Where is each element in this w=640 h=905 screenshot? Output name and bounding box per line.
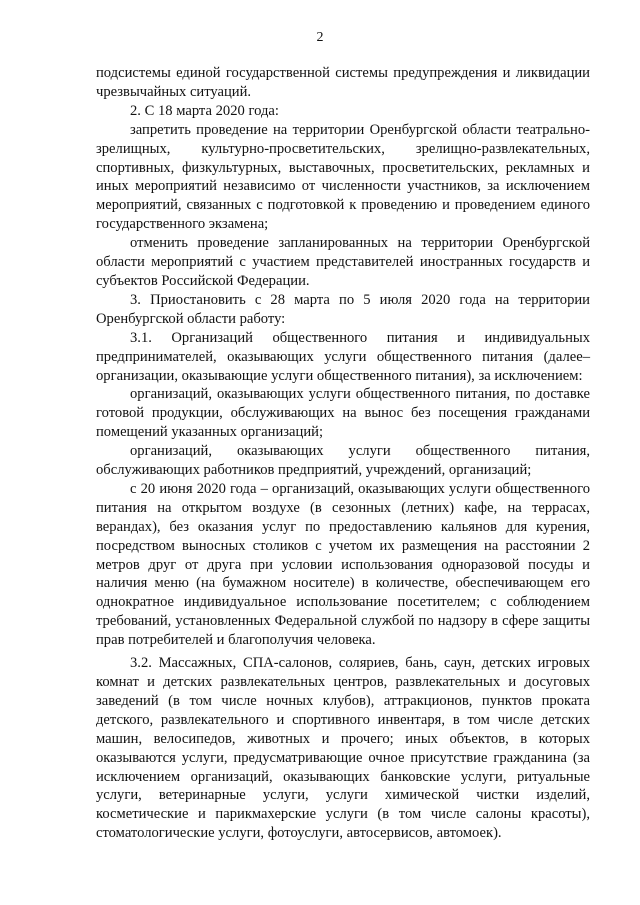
paragraph-prohibit-events: запретить проведение на территории Оренбургской области театрально-зрелищных, культурно-просветительских, зрелищно-развлекательных, спортивных, физкультурных, выставочных, просветительских, рекламных и иных мероприятий независимо от численности участников, за исключением мероприятий, связанных с подготовкой к проведению и проведением единого государственного экзамена; <box>96 121 590 233</box>
paragraph-exception-outdoor: с 20 июня 2020 года – организаций, оказывающих услуги общественного питания на открытом воздухе (в сезонных (летних) кафе, на террасах, верандах), без оказания услуг по предоставлению кальянов для курения, посредством выносных столиков с учетом их размещения на расстоянии 2 метров друг от друга при условии использования одноразовой посуды и наличия меню (на бумажном носителе) в количестве, обеспечивающем его однократное индивидуальное использование посетителем; с соблюдением требований, установленных Федеральной службой по надзору в сфере защиты прав потребителей и благополучия человека. <box>96 480 590 649</box>
paragraph-item-2: 2. С 18 марта 2020 года: <box>130 102 279 119</box>
paragraph-exception-workers: организаций, оказывающих услуги общественного питания, обслуживающих работников предприятий, учреждений, организаций; <box>96 443 590 479</box>
document-body <box>96 64 590 843</box>
paragraph-item-3-2: 3.2. Массажных, СПА-салонов, соляриев, бань, саун, детских игровых комнат и детских развлекательных центров, развлекательных и досуговых заведений (в том числе ночных клубов), аттракционов, пунктов проката детского, развлекательного и спортивного инвентаря, в том числе детских машин, велосипедов, животных и прочего; иных объектов, в которых оказываются услуги, предусматривающие очное присутствие гражданина (за исключением организаций, оказывающих банковские услуги, ритуальные услуги, ветеринарные услуги, услуги химической чистки изделий, косметические и парикмахерские услуги (в том числе салоны красоты), стоматологические услуги, фотоуслуги, автосервисов, автомоек). <box>96 655 590 842</box>
paragraph-cancel-events: отменить проведение запланированных на территории Оренбургской области мероприятий с участием представителей иностранных государств и субъектов Российской Федерации. <box>96 235 590 289</box>
paragraph-continuation: подсистемы единой государственной системы предупреждения и ликвидации чрезвычайных ситуаций. <box>96 65 590 100</box>
page-number: 2 <box>316 30 324 45</box>
paragraph-exception-delivery: организаций, оказывающих услуги общественного питания, по доставке готовой продукции, обслуживающих на вынос без посещения гражданами помещений указанных организаций; <box>96 386 590 441</box>
paragraph-item-3-1: 3.1. Организаций общественного питания и индивидуальных предпринимателей, оказывающих услуги общественного питания (далее– организации, оказывающие услуги общественного питания), за исключением: <box>96 329 590 384</box>
paragraph-item-3: 3. Приостановить с 28 марта по 5 июля 2020 года на территории Оренбургской области работу: <box>96 291 590 327</box>
